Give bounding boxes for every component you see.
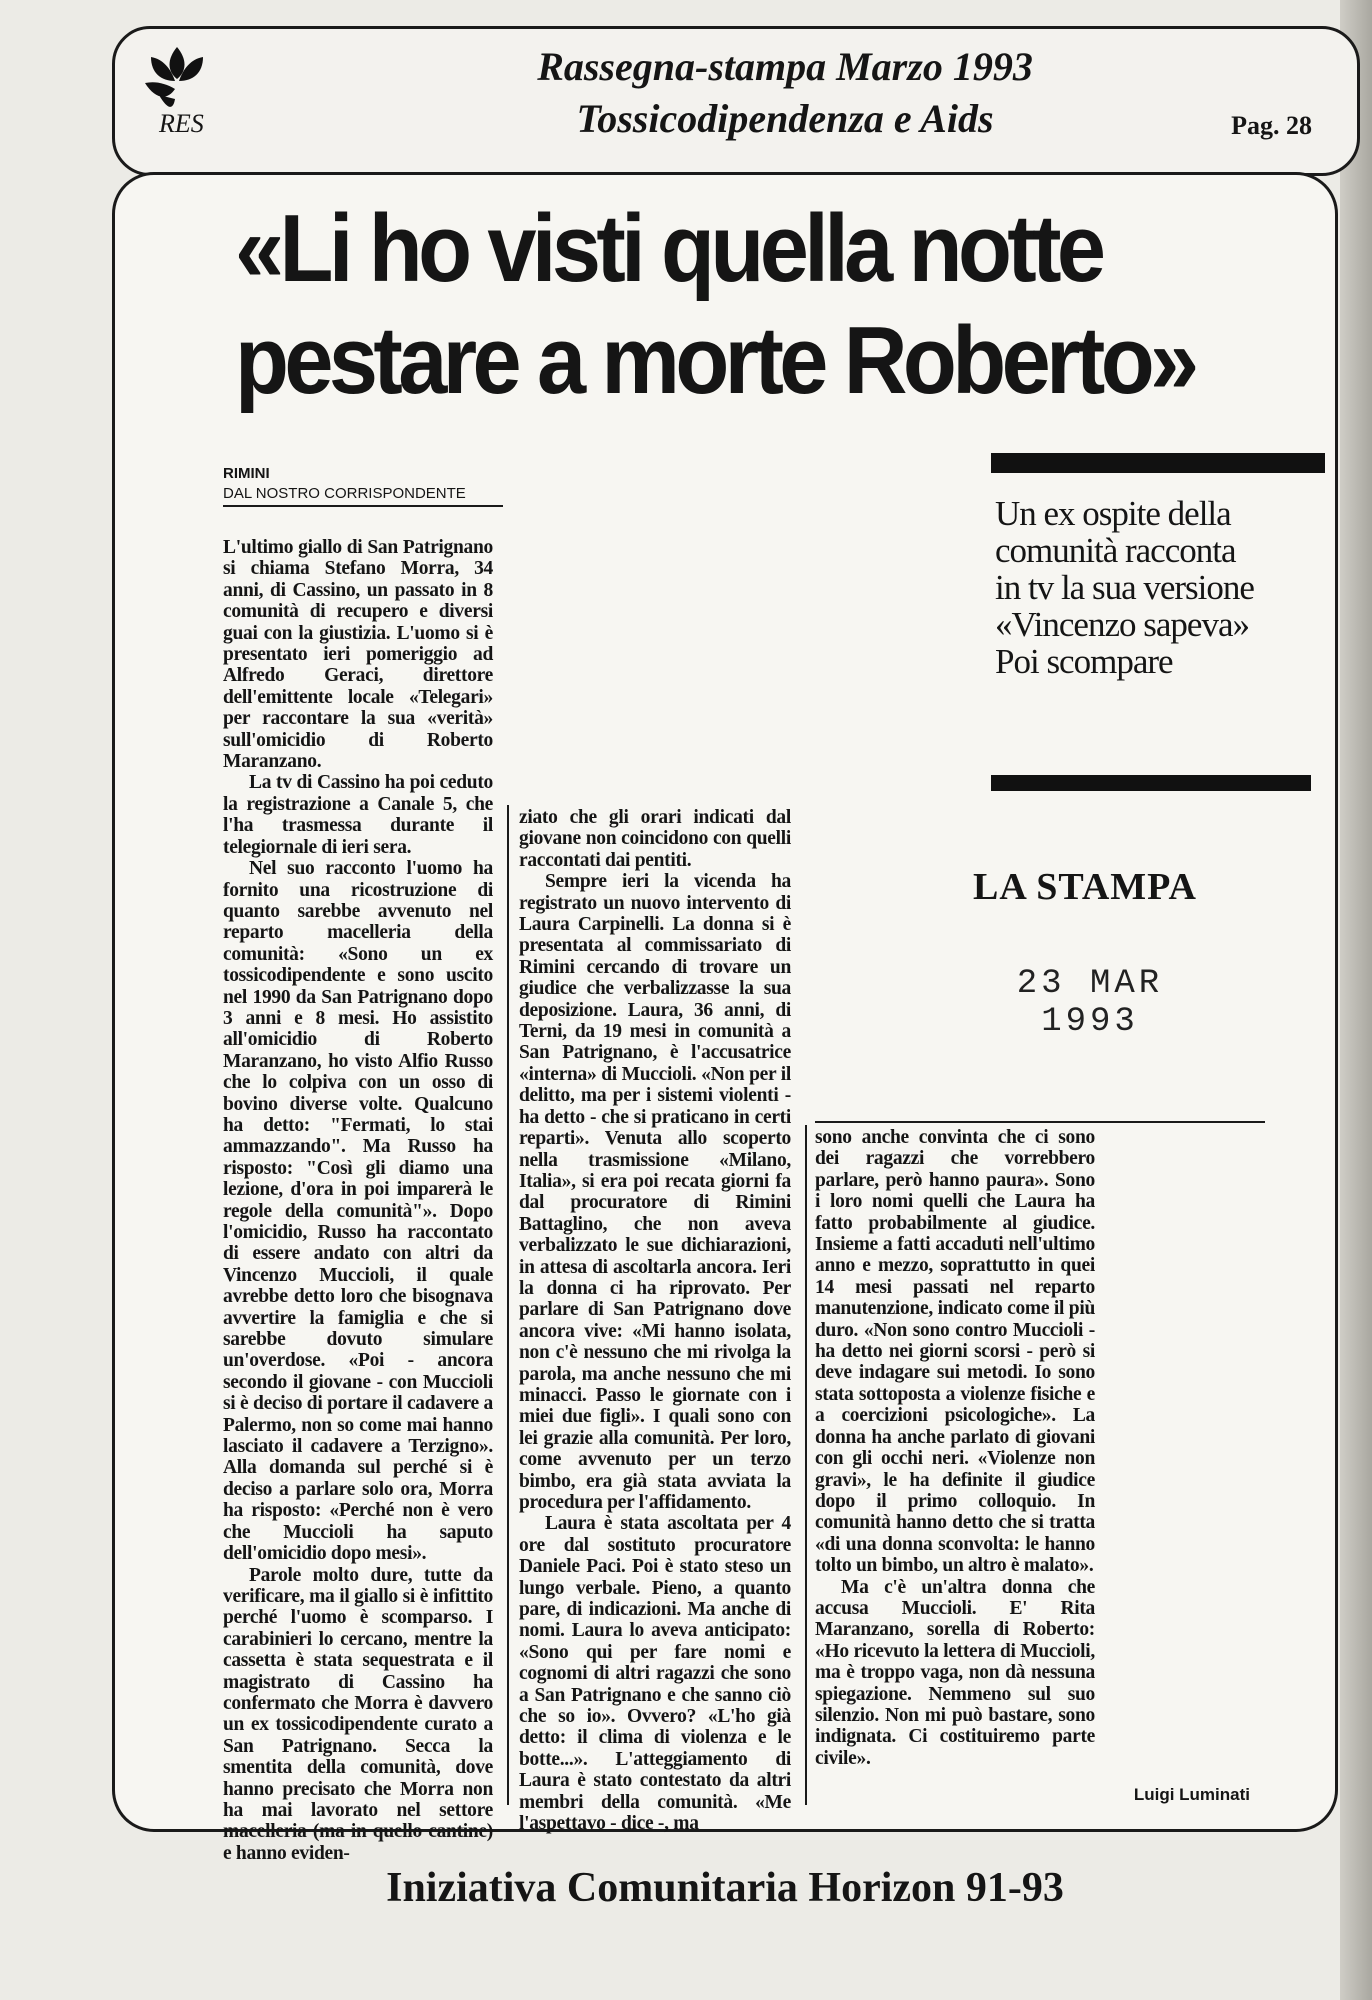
paragraph: Parole molto dure, tutte da verificare, ma il giallo si è infittito perché l'uomo è scomparso. I carabinieri lo cercano, mentre la cassetta è stata sequestrata e il magistrato di Cassino ha confermato che Morra è davvero un ex tossicodipendente curato a San Patrignano. Secca la smentita della comunità, dove hanno precisato che Morra non ha mai lavorato nel settore macelleria (ma in quello cantine) e hanno eviden- — [223, 1564, 493, 1864]
date-stamp: 23 MAR 1993 — [1016, 965, 1164, 1041]
paragraph: Sempre ieri la vicenda ha registrato un nuovo intervento di Laura Carpinelli. La donna si è presentata al commissariato di Rimini cercando di trovare un giudice che verbalizzasse la sua deposizione. Laura, 36 anni, di Terni, da 19 mesi in comunità a San Patrignano, è l'accusatrice «interna» di Muccioli. «Non per il delitto, ma per i sistemi violenti - ha detto - che si praticano in certi reparti». Venuta allo scoperto nella trasmissione «Milano, Italia», si era poi recata giorni fa dal procuratore di Rimini Battaglino, che non aveva verbalizzato le sue dichiarazioni, in attesa di ascoltarla ancora. Ieri la donna ci ha riprovato. Per parlare di San Patrignano dove ancora vive: «Mi hanno isolata, non c'è nessuno che mi rivolga la parola, ma anche nessuno che mi minacci. Passo le giornate con i miei due figli». I quali sono con lei grazie alla comunità. Per loro, come avvenuto per un terzo bimbo, era già stata avviata la procedura per l'affidamento. — [519, 871, 791, 1513]
article-clipping — [112, 172, 1338, 1864]
column-divider — [507, 805, 509, 1805]
column-3-top-rule — [815, 1121, 1265, 1123]
next-page-edge — [1340, 0, 1372, 2000]
footer-text: Iniziativa Comunitaria Horizon 91-93 — [386, 1865, 1064, 1911]
header-title-line-1: Rassegna-stampa Marzo 1993 — [537, 44, 1033, 89]
article-author: Luigi Luminati — [1133, 1785, 1250, 1804]
newspaper-masthead: LA STAMPA — [973, 866, 1197, 908]
deck-top-bar — [991, 453, 1325, 473]
deck-bottom-bar — [991, 775, 1311, 791]
header-banner — [112, 26, 1360, 176]
article-deck: Un ex ospite della comunità racconta in tv la sua versione «Vincenzo sapeva» Poi scompare — [995, 494, 1254, 681]
logo-text: RES — [159, 109, 204, 138]
page-number: Pag. 28 — [1231, 111, 1312, 140]
header-title — [345, 41, 1225, 145]
article-column-3 — [815, 1127, 1095, 1777]
paragraph: Laura è stata ascoltata per 4 ore dal sostituto procuratore Daniele Paci. Poi è stato steso un lungo verbale. Pieno, a quanto pare, di indicazioni. Ma anche di nomi. Laura lo aveva anticipato: «Sono qui per fare nomi e cognomi di altri ragazzi che sono a San Patrignano e che sanno ciò che so io». Ovvero? «L'ho già detto: il clima di violenza e le botte...». L'atteggiamento di Laura è stato contestato da altri membri della comunità. «Me l'aspettavo - dice -, ma — [519, 1513, 791, 1835]
article-headline: «Li ho visti quella notte pestare a morte Roberto» — [235, 195, 1195, 414]
header-title-line-2: Tossicodipendenza e Aids — [576, 96, 994, 141]
article-column-1 — [223, 537, 493, 1864]
column-divider — [805, 1125, 807, 1805]
paragraph: Nel suo racconto l'uomo ha fornito una ricostruzione di quanto sarebbe avvenuto nel reparto macelleria della comunità: «Sono un ex tossicodipendente e sono uscito nel 1990 da San Patrignano dopo 3 anni e 8 mesi. Ho assistito all'omicidio di Roberto Maranzano, ho visto Alfio Russo che lo colpiva con un osso di bovino diverse volte. Qualcuno ha detto: "Fermati, lo stai ammazzando". Ma Russo ha risposto: "Così gli diamo una lezione, d'ora in poi imparerà le regole della comunità"». Dopo l'omicidio, Russo ha raccontato di essere andato con altri da Vincenzo Muccioli, il quale avrebbe detto loro che bisognava avvertire la famiglia e che si sarebbe dovuto simulare un'overdose. «Poi - ancora secondo il giovane - con Muccioli si è deciso di portare il cadavere a Palermo, non so come mai hanno lasciato il cadavere a Terzigno». Alla domanda sul perché si è deciso a parlare solo ora, Morra ha risposto: «Perché non è vero che Muccioli ha saputo dell'omicidio dopo mesi». — [223, 858, 493, 1565]
section-label: RIMINI — [223, 465, 270, 482]
article-column-2 — [519, 807, 791, 1835]
res-logo — [137, 39, 227, 159]
flower-icon — [137, 39, 217, 119]
paragraph: L'ultimo giallo di San Patrignano si chiama Stefano Morra, 34 anni, di Cassino, un passato in 8 comunità di recupero e diversi guai con la giustizia. L'uomo si è presentato ieri pomeriggio ad Alfredo Geraci, direttore dell'emittente locale «Telegari» per raccontare la sua «verità» sull'omicidio di Roberto Maranzano. — [223, 537, 493, 773]
paragraph: La tv di Cassino ha poi ceduto la registrazione a Canale 5, che l'ha trasmessa durante il telegiornale di ieri sera. — [223, 772, 493, 858]
paragraph: ziato che gli orari indicati dal giovane non coincidono con quelli raccontati dai pentiti. — [519, 807, 791, 871]
paragraph: Ma c'è un'altra donna che accusa Muccioli. E' Rita Maranzano, sorella di Roberto: «Ho ricevuto la lettera di Muccioli, ma è troppo vaga, non dà nessuna spiegazione. Nemmeno sul suo silenzio. Non mi può bastare, sono indignata. Ci costituiremo parte civile». — [815, 1576, 1095, 1769]
byline: DAL NOSTRO CORRISPONDENTE — [223, 485, 503, 507]
paragraph: sono anche convinta che ci sono dei ragazzi che vorrebbero parlare, però hanno paura». Sono i loro nomi quelli che Laura ha fatto probabilmente al giudice. Insieme a fatti accaduti nell'ultimo anno e mezzo, soprattutto in quei 14 mesi passati nel reparto manutenzione, indicato come il più duro. «Non sono contro Muccioli - ha detto nei giorni scorsi - però si deve indagare sui metodi. Io sono stata sottoposta a violenze fisiche e a coercizioni psicologiche». La donna ha anche parlato di giovani con gli occhi neri. «Violenze non gravi», le ha definite il giudice dopo il primo colloquio. In comunità hanno detto che si tratta «di una donna sconvolta: le hanno tolto un bimbo, un altro è malato». — [815, 1127, 1095, 1577]
